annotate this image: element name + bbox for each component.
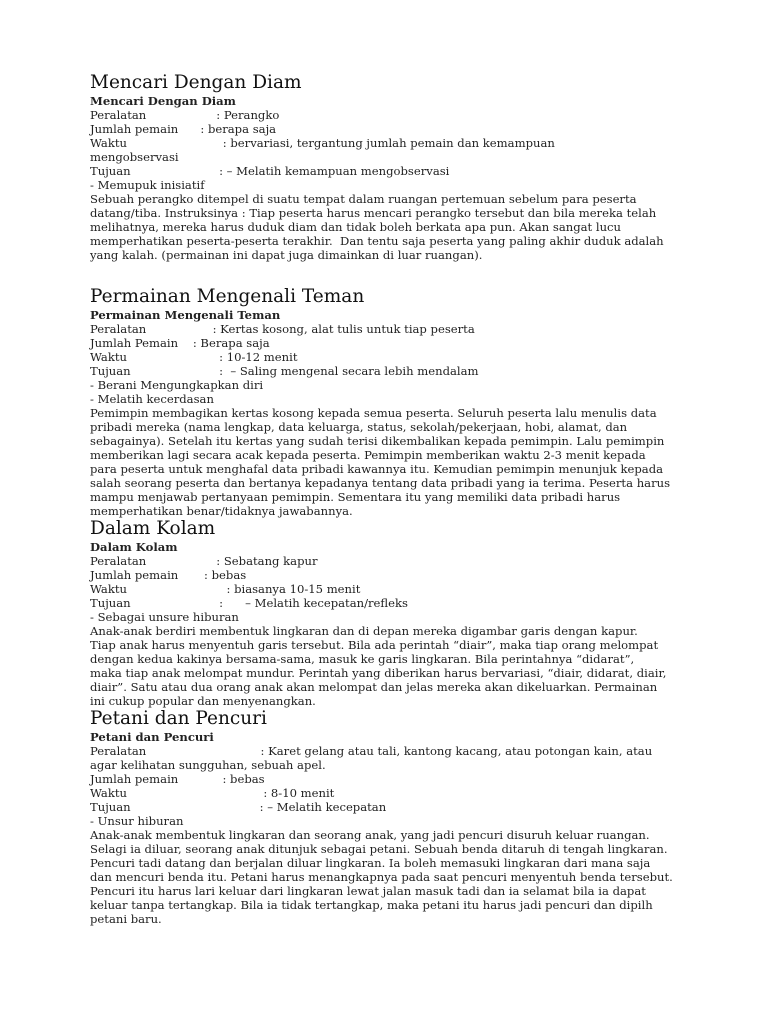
info-line: - Berani Mengungkapkan diri: [90, 378, 264, 392]
info-line: - Unsur hiburan: [90, 814, 184, 828]
paragraph-line: memperhatikan benar/tidaknya jawabannya.: [90, 504, 353, 518]
info-line: agar kelihatan sungguhan, sebuah apel.: [90, 758, 326, 772]
section-title: Permainan Mengenali Teman: [90, 286, 365, 307]
info-line: Jumlah pemain : bebas: [90, 568, 247, 582]
paragraph-line: ini cukup popular dan menyenangkan.: [90, 694, 316, 708]
paragraph-line: keluar tanpa tertangkap. Bila ia tidak tertangkap, maka petani itu harus jadi pencuri dan dipilh: [90, 898, 653, 912]
info-line: Jumlah pemain : berapa saja: [90, 122, 277, 136]
section-dalam-kolam: [90, 518, 690, 708]
info-line: Jumlah pemain : bebas: [90, 772, 265, 786]
info-line: - Memupuk inisiatif: [90, 178, 205, 192]
section-subtitle: Permainan Mengenali Teman: [90, 308, 281, 322]
section-subtitle: Petani dan Pencuri: [90, 730, 214, 744]
section-mencari-dengan-diam: [90, 72, 690, 262]
info-line: Tujuan : – Melatih kecepatan/refleks: [90, 596, 408, 610]
paragraph-line: para peserta untuk menghafal data pribadi kawannya itu. Kemudian pemimpin menunjuk kepada: [90, 462, 664, 476]
paragraph-line: sebagainya). Setelah itu kertas yang sudah terisi dikembalikan kepada pemimpin. Lalu pemimpin: [90, 434, 665, 448]
paragraph-line: memberikan lagi secara acak kepada peserta. Pemimpin memberikan waktu 2-3 menit kepada: [90, 448, 646, 462]
info-line: Waktu : bervariasi, tergantung jumlah pemain dan kemampuan: [90, 136, 555, 150]
info-line: Tujuan : – Saling mengenal secara lebih mendalam: [90, 364, 479, 378]
section-title: Petani dan Pencuri: [90, 708, 267, 729]
info-line: Tujuan : – Melatih kecepatan: [90, 800, 387, 814]
paragraph-line: Pencuri tadi datang dan berjalan diluar lingkaran. Ia boleh memasuki lingkaran dari mana saja: [90, 856, 651, 870]
paragraph-line: Tiap anak harus menyentuh garis tersebut. Bila ada perintah “diair”, maka tiap orang melompat: [90, 638, 659, 652]
info-line: Peralatan : Sebatang kapur: [90, 554, 318, 568]
paragraph-line: Pencuri itu harus lari keluar dari lingkaran lewat jalan masuk tadi dan ia selamat bila ia dapat: [90, 884, 646, 898]
info-line: Peralatan : Perangko: [90, 108, 280, 122]
section-spacer: [90, 262, 690, 286]
paragraph-line: Pemimpin membagikan kertas kosong kepada semua peserta. Seluruh peserta lalu menulis data: [90, 406, 657, 420]
info-line: Waktu : 10-12 menit: [90, 350, 298, 364]
paragraph-line: pribadi mereka (nama lengkap, data keluarga, status, sekolah/pekerjaan, hobi, alamat, dan: [90, 420, 628, 434]
paragraph-line: datang/tiba. Instruksinya : Tiap peserta harus mencari perangko tersebut dan bila mereka telah: [90, 206, 657, 220]
section-title: Mencari Dengan Diam: [90, 72, 302, 93]
paragraph-line: dengan kedua kakinya bersama-sama, masuk ke garis lingkaran. Bila perintahnya “didarat”,: [90, 652, 635, 666]
info-line: - Sebagai unsure hiburan: [90, 610, 239, 624]
paragraph-line: salah seorang peserta dan bertanya kepadanya tentang data pribadi yang ia terima. Peserta harus: [90, 476, 671, 490]
paragraph-line: dan mencuri benda itu. Petani harus menangkapnya pada saat pencuri menyentuh benda tersebut.: [90, 870, 673, 884]
info-line: Waktu : 8-10 menit: [90, 786, 335, 800]
document-page: [90, 72, 690, 926]
info-line: Tujuan : – Melatih kemampuan mengobservasi: [90, 164, 450, 178]
paragraph-line: memperhatikan peserta-peserta terakhir. Dan tentu saja peserta yang paling akhir duduk adalah: [90, 234, 664, 248]
section-subtitle: Dalam Kolam: [90, 540, 178, 554]
paragraph-line: melihatnya, mereka harus duduk diam dan tidak boleh berkata apa pun. Akan sangat lucu: [90, 220, 622, 234]
info-line: - Melatih kecerdasan: [90, 392, 214, 406]
info-line: Waktu : biasanya 10-15 menit: [90, 582, 361, 596]
paragraph-line: diair”. Satu atau dua orang anak akan melompat dan jelas mereka akan dikeluarkan. Permainan: [90, 680, 658, 694]
paragraph-line: Anak-anak membentuk lingkaran dan seorang anak, yang jadi pencuri disuruh keluar ruangan.: [90, 828, 650, 842]
paragraph-line: Sebuah perangko ditempel di suatu tempat dalam ruangan pertemuan sebelum para peserta: [90, 192, 637, 206]
section-title: Dalam Kolam: [90, 518, 216, 539]
section-permainan-mengenali-teman: [90, 286, 690, 518]
info-line: Peralatan : Karet gelang atau tali, kantong kacang, atau potongan kain, atau: [90, 744, 653, 758]
info-line: mengobservasi: [90, 150, 179, 164]
paragraph-line: mampu menjawab pertanyaan pemimpin. Sementara itu yang memiliki data pribadi harus: [90, 490, 621, 504]
paragraph-line: yang kalah. (permainan ini dapat juga dimainkan di luar ruangan).: [90, 248, 483, 262]
paragraph-line: Anak-anak berdiri membentuk lingkaran dan di depan mereka digambar garis dengan kapur.: [90, 624, 638, 638]
paragraph-line: petani baru.: [90, 912, 162, 926]
section-petani-dan-pencuri: [90, 708, 690, 926]
info-line: Peralatan : Kertas kosong, alat tulis untuk tiap peserta: [90, 322, 475, 336]
info-line: Jumlah Pemain : Berapa saja: [90, 336, 270, 350]
section-subtitle: Mencari Dengan Diam: [90, 94, 236, 108]
paragraph-line: Selagi ia diluar, seorang anak ditunjuk sebagai petani. Sebuah benda ditaruh di tengah lingkaran.: [90, 842, 668, 856]
paragraph-line: maka tiap anak melompat mundur. Perintah yang diberikan harus bervariasi, “diair, didarat, diair,: [90, 666, 667, 680]
